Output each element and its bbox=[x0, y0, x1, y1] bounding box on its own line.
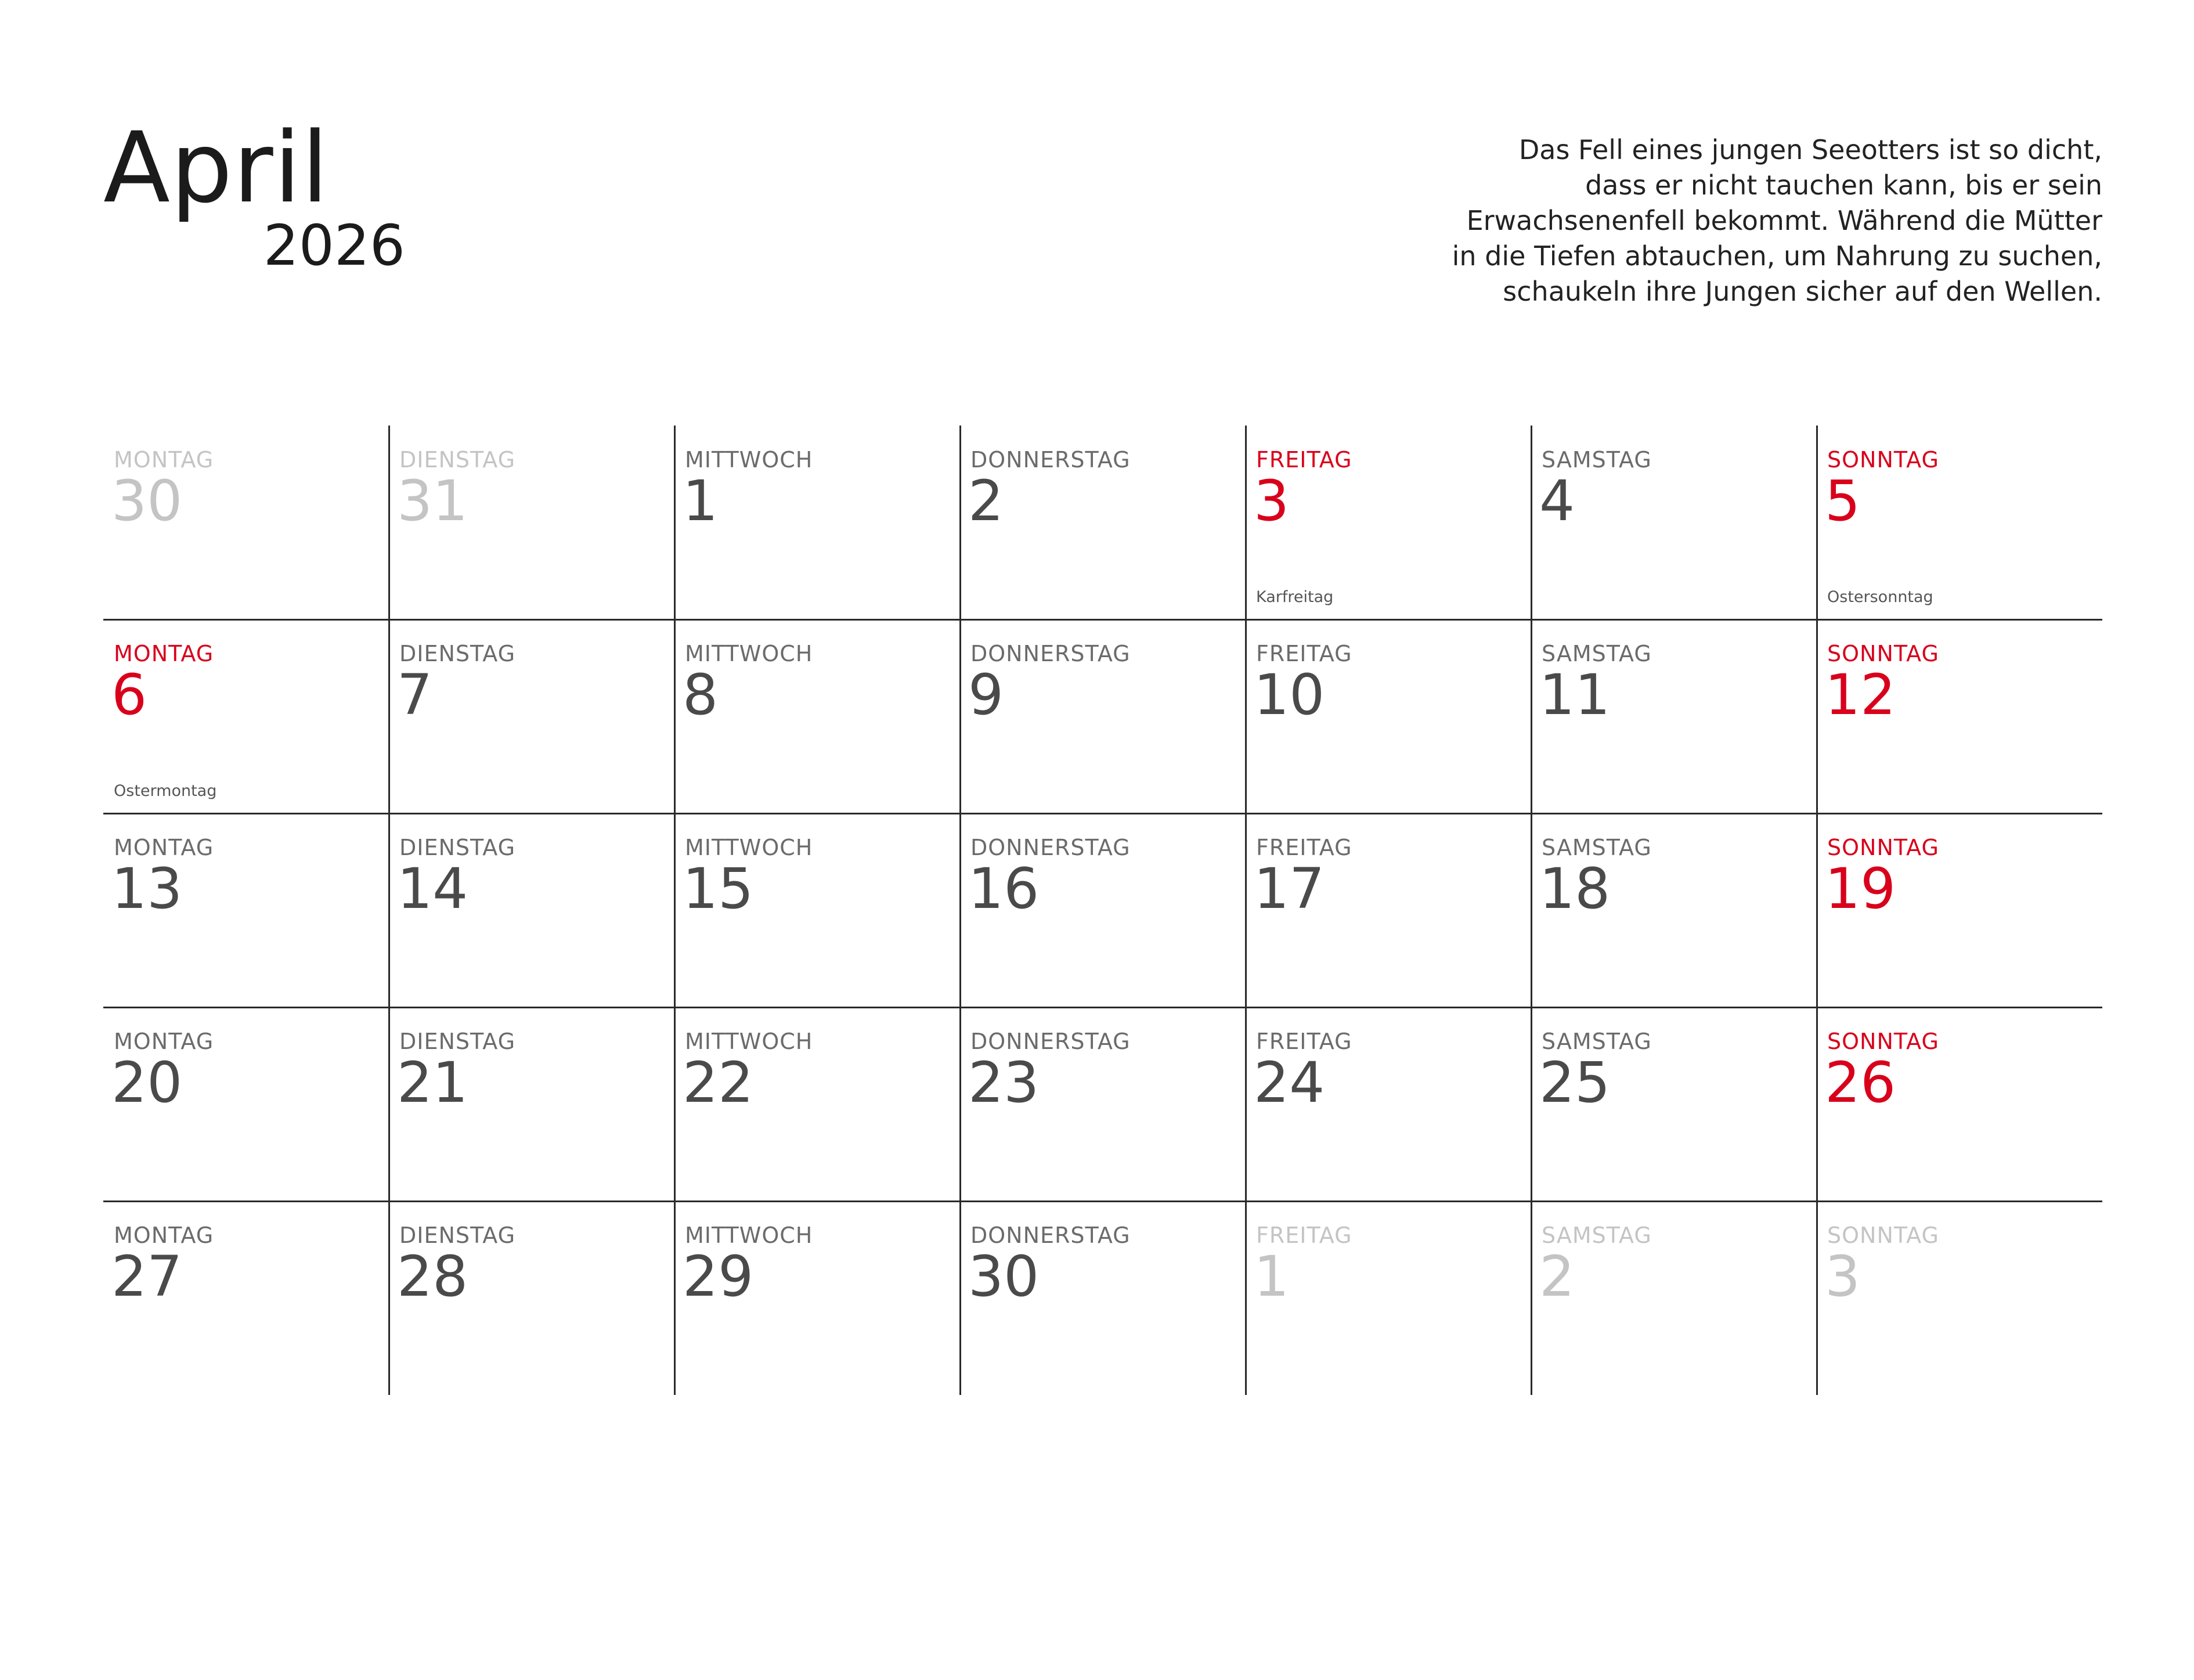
day-number: 24 bbox=[1254, 1050, 1325, 1115]
weekday-label: MITTWOCH bbox=[685, 1029, 813, 1054]
day-number: 22 bbox=[683, 1050, 754, 1115]
day-number: 23 bbox=[968, 1050, 1040, 1115]
day-number: 28 bbox=[397, 1244, 468, 1309]
day-number: 25 bbox=[1539, 1050, 1611, 1115]
weekday-label: MONTAG bbox=[114, 447, 214, 473]
weekday-label: MITTWOCH bbox=[685, 447, 813, 473]
day-cell bbox=[103, 426, 389, 619]
weekday-label: SAMSTAG bbox=[1542, 835, 1652, 860]
weekday-label: DIENSTAG bbox=[399, 641, 516, 666]
weekday-label: SONNTAG bbox=[1827, 447, 1939, 473]
day-cell bbox=[389, 1007, 674, 1201]
day-number: 16 bbox=[968, 856, 1040, 921]
day-number: 31 bbox=[397, 468, 468, 533]
weekday-label: DIENSTAG bbox=[399, 1223, 516, 1248]
weekday-label: MONTAG bbox=[114, 641, 214, 666]
day-number: 4 bbox=[1539, 468, 1575, 533]
day-cell bbox=[1246, 813, 1531, 1007]
day-number: 7 bbox=[397, 662, 433, 727]
day-number: 5 bbox=[1825, 468, 1861, 533]
day-cell bbox=[960, 813, 1246, 1007]
day-cell bbox=[1246, 1201, 1531, 1395]
day-cell bbox=[389, 813, 674, 1007]
weekday-label: FREITAG bbox=[1256, 835, 1352, 860]
day-number: 2 bbox=[1539, 1244, 1575, 1309]
month-header bbox=[103, 111, 405, 293]
day-cell bbox=[1246, 619, 1531, 813]
day-number: 12 bbox=[1825, 662, 1896, 727]
day-cell bbox=[1531, 426, 1817, 619]
day-number: 2 bbox=[968, 468, 1004, 533]
holiday-label: Ostermontag bbox=[114, 782, 217, 800]
day-cell bbox=[674, 1007, 960, 1201]
day-number: 11 bbox=[1539, 662, 1611, 727]
weekday-label: MONTAG bbox=[114, 1029, 214, 1054]
day-cell bbox=[960, 1007, 1246, 1201]
day-number: 10 bbox=[1254, 662, 1325, 727]
day-cell bbox=[1817, 1007, 2102, 1201]
day-number: 8 bbox=[683, 662, 719, 727]
weekday-label: FREITAG bbox=[1256, 447, 1352, 473]
weekday-label: SONNTAG bbox=[1827, 1223, 1939, 1248]
holiday-label: Ostersonntag bbox=[1827, 588, 1933, 606]
quote-text bbox=[1406, 132, 2102, 309]
weekday-label: DONNERSTAG bbox=[970, 447, 1131, 473]
weekday-label: DONNERSTAG bbox=[970, 1223, 1131, 1248]
day-cell bbox=[960, 619, 1246, 813]
month-title: April bbox=[103, 111, 329, 225]
day-cell bbox=[674, 426, 960, 619]
day-number: 14 bbox=[397, 856, 468, 921]
day-cell bbox=[103, 813, 389, 1007]
quote-line: schaukeln ihre Jungen sicher auf den Wellen. bbox=[1503, 276, 2102, 307]
weekday-label: MITTWOCH bbox=[685, 1223, 813, 1248]
weekday-label: MITTWOCH bbox=[685, 641, 813, 666]
day-number: 27 bbox=[111, 1244, 183, 1309]
day-cell bbox=[103, 619, 389, 813]
weekday-label: FREITAG bbox=[1256, 1029, 1352, 1054]
day-cell bbox=[1817, 619, 2102, 813]
weekday-label: SONNTAG bbox=[1827, 835, 1939, 860]
weekday-label: DONNERSTAG bbox=[970, 641, 1131, 666]
day-cell bbox=[674, 813, 960, 1007]
weekday-label: DONNERSTAG bbox=[970, 1029, 1131, 1054]
weekday-label: SAMSTAG bbox=[1542, 1029, 1652, 1054]
day-number: 19 bbox=[1825, 856, 1896, 921]
weekday-label: SAMSTAG bbox=[1542, 641, 1652, 666]
calendar-grid bbox=[103, 426, 2102, 1395]
day-cell bbox=[103, 1007, 389, 1201]
day-cell bbox=[1531, 813, 1817, 1007]
weekday-label: FREITAG bbox=[1256, 641, 1352, 666]
weekday-label: SONNTAG bbox=[1827, 641, 1939, 666]
quote-line: in die Tiefen abtauchen, um Nahrung zu suchen, bbox=[1452, 240, 2102, 272]
day-cell bbox=[389, 426, 674, 619]
day-cell bbox=[389, 1201, 674, 1395]
day-number: 21 bbox=[397, 1050, 468, 1115]
day-number: 20 bbox=[111, 1050, 183, 1115]
day-cell bbox=[103, 1201, 389, 1395]
day-cell bbox=[960, 1201, 1246, 1395]
day-cell bbox=[1246, 1007, 1531, 1201]
day-cell bbox=[960, 426, 1246, 619]
quote-line: Erwachsenenfell bekommt. Während die Mütter bbox=[1466, 205, 2102, 236]
weekday-label: MITTWOCH bbox=[685, 835, 813, 860]
day-cell bbox=[1817, 1201, 2102, 1395]
weekday-label: DONNERSTAG bbox=[970, 835, 1131, 860]
weekday-label: MONTAG bbox=[114, 1223, 214, 1248]
day-number: 1 bbox=[1254, 1244, 1290, 1309]
day-number: 18 bbox=[1539, 856, 1611, 921]
quote-line: Das Fell eines jungen Seeotters ist so dicht, bbox=[1518, 134, 2102, 165]
day-number: 17 bbox=[1254, 856, 1325, 921]
day-number: 3 bbox=[1254, 468, 1290, 533]
day-cell bbox=[674, 1201, 960, 1395]
weekday-label: DIENSTAG bbox=[399, 1029, 516, 1054]
weekday-label: SAMSTAG bbox=[1542, 1223, 1652, 1248]
day-number: 30 bbox=[111, 468, 183, 533]
day-number: 3 bbox=[1825, 1244, 1861, 1309]
weekday-label: SONNTAG bbox=[1827, 1029, 1939, 1054]
day-cell bbox=[674, 619, 960, 813]
day-number: 29 bbox=[683, 1244, 754, 1309]
weekday-label: SAMSTAG bbox=[1542, 447, 1652, 473]
day-cell bbox=[1246, 426, 1531, 619]
day-number: 30 bbox=[968, 1244, 1040, 1309]
year-label: 2026 bbox=[263, 213, 405, 278]
weekday-label: DIENSTAG bbox=[399, 835, 516, 860]
day-number: 13 bbox=[111, 856, 183, 921]
day-number: 26 bbox=[1825, 1050, 1896, 1115]
day-number: 6 bbox=[111, 662, 147, 727]
day-number: 9 bbox=[968, 662, 1004, 727]
day-cell bbox=[1531, 1201, 1817, 1395]
weekday-label: DIENSTAG bbox=[399, 447, 516, 473]
day-cell bbox=[1817, 426, 2102, 619]
day-cell bbox=[1817, 813, 2102, 1007]
weekday-label: MONTAG bbox=[114, 835, 214, 860]
day-number: 15 bbox=[683, 856, 754, 921]
day-number: 1 bbox=[683, 468, 719, 533]
weekday-label: FREITAG bbox=[1256, 1223, 1352, 1248]
quote-line: dass er nicht tauchen kann, bis er sein bbox=[1585, 170, 2102, 201]
holiday-label: Karfreitag bbox=[1256, 588, 1334, 606]
day-cell bbox=[389, 619, 674, 813]
day-cell bbox=[1531, 619, 1817, 813]
day-cell bbox=[1531, 1007, 1817, 1201]
